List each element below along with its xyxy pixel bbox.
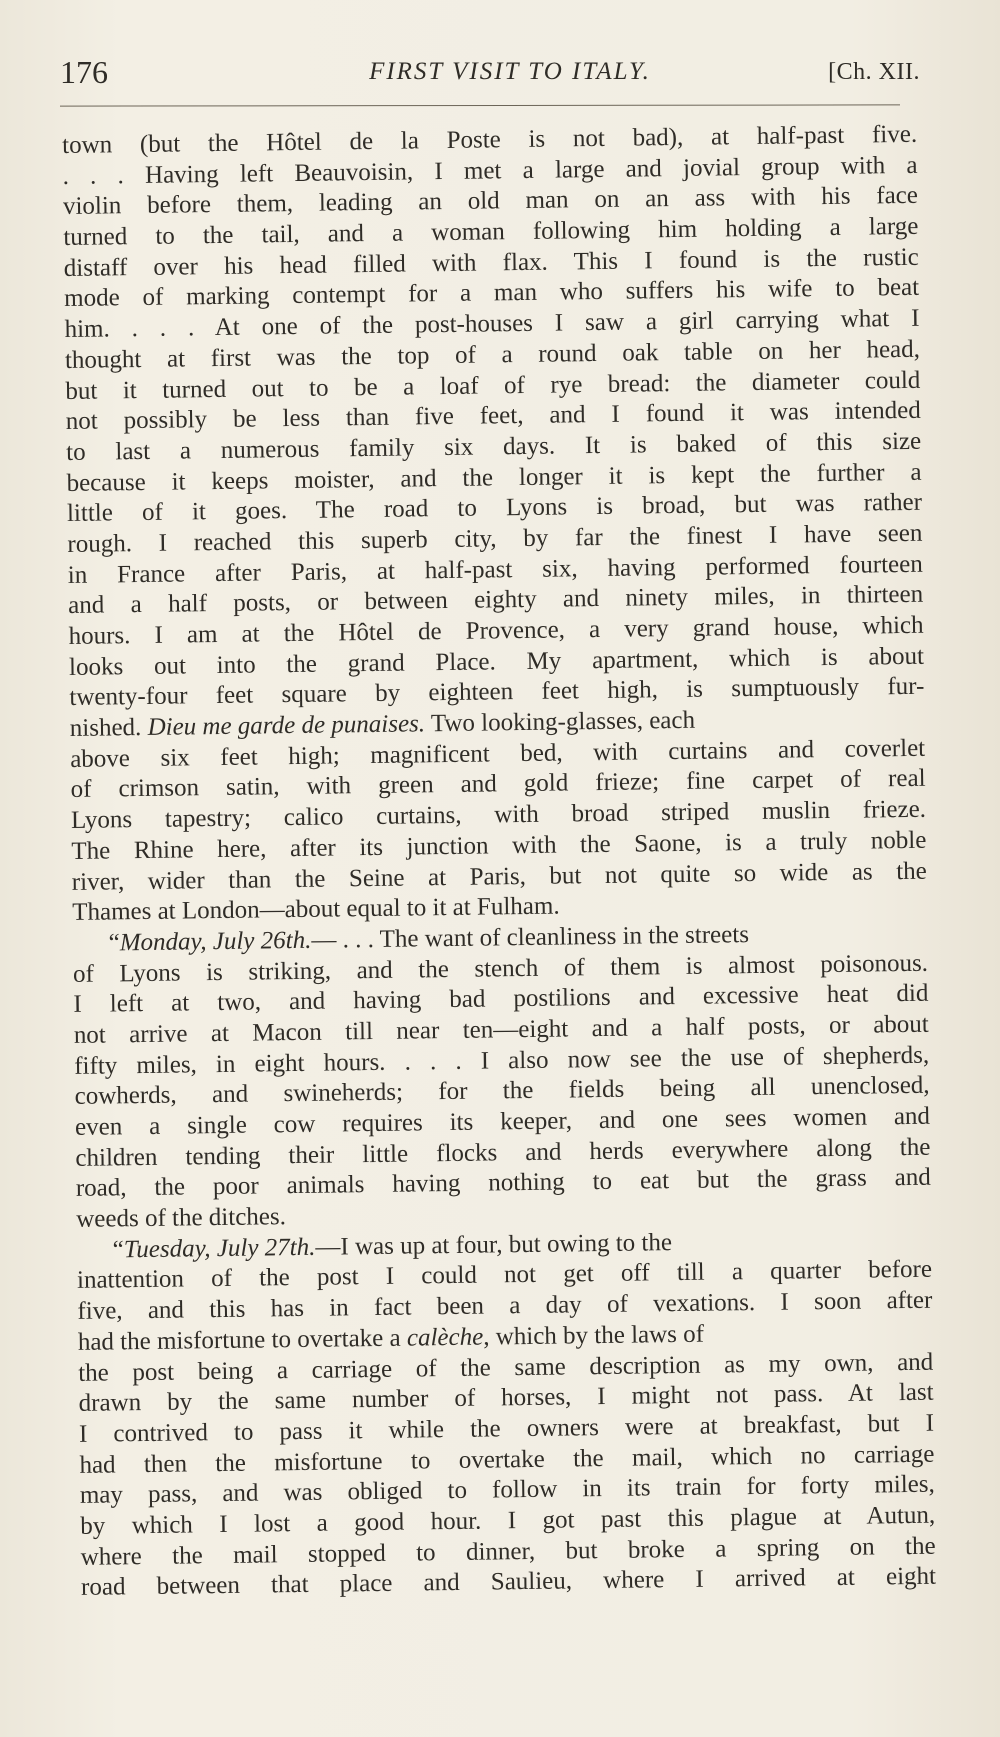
text-line: where the mail stopped to dinner, but broke a spring on the — [80, 1532, 936, 1571]
text-line: road between that place and Saulieu, where I arrived at eight — [80, 1562, 937, 1602]
text-line: above six feet high; magnificent bed, with curtains and coverlet — [70, 734, 926, 773]
header-rule — [60, 104, 900, 106]
text-line: because it keeps moister, and the longer it is kept the further a — [66, 458, 922, 497]
text-segment: nished. — [69, 714, 142, 743]
text-line: distaff over his head filled with flax. This I found is the rustic — [63, 243, 919, 282]
text-line: him. . . . At one of the post-houses I saw a girl carrying what I — [64, 304, 920, 344]
text-line: mode of marking contempt for a man who suffers his wife to beat — [64, 274, 920, 313]
text-line: in France after Paris, at half-past six, having performed fourteen — [67, 550, 923, 589]
text-segment: Two looking-glasses, each — [424, 706, 696, 738]
text-line: I left at two, and having bad postilions and excessive heat did — [73, 979, 929, 1019]
text-line: of crimson satin, with green and gold frieze; fine carpet of real — [70, 765, 926, 804]
text-line: even a single cow requires its keeper, and one sees women and — [74, 1102, 931, 1141]
text-line: The Rhine here, after its junction with the Saone, is a truly noble — [71, 826, 927, 865]
text-line: river, wider than the Seine at Paris, but not quite so wide as the — [71, 857, 927, 896]
text-line: violin before them, leading an old man on an ass with his face — [62, 182, 919, 221]
text-line: fifty miles, in eight hours. . . . I also now see the use of shepherds, — [74, 1041, 930, 1080]
italic-date: Tuesday, July 27th. — [123, 1233, 316, 1264]
text-line: may pass, and was obliged to follow in its train for forty miles, — [79, 1470, 935, 1510]
page-header — [60, 52, 920, 92]
text-segment: —I was up at four, but owing to the — [315, 1228, 673, 1261]
text-line: five, and this has in fact been a day of vexations. I soon after — [77, 1286, 933, 1326]
text-line: Lyons tapestry; calico curtains, with broad striped muslin frieze. — [70, 795, 927, 835]
text-line: children tending their little flocks and herds everywhere along the — [75, 1133, 931, 1172]
italic-word: calèche — [406, 1323, 484, 1352]
text-line: I contrived to pass it while the owners were at breakfast, but I — [78, 1409, 935, 1448]
opening-quote: “ — [108, 929, 120, 957]
italic-date: Monday, July 26th. — [119, 926, 312, 957]
text-line: the post being a carriage of the same description as my own, and — [78, 1348, 934, 1387]
text-line: not arrive at Macon till near ten—eight and a half posts, or about — [73, 1010, 929, 1049]
text-line: of Lyons is striking, and the stench of them is almost poisonous. — [72, 949, 929, 988]
text-segment: had the misfortune to overtake a — [77, 1324, 408, 1356]
text-line: hours. I am at the Hôtel de Provence, a very grand house, which — [68, 611, 924, 650]
body-text — [62, 120, 936, 1604]
text-line: to last a numerous family six days. It is baked of this size — [66, 427, 922, 466]
text-line: drawn by the same number of horses, I might not pass. At last — [78, 1378, 934, 1418]
running-title: FIRST VISIT TO ITALY. — [369, 58, 651, 85]
text-line: road, the poor animals having nothing to eat but the grass and — [75, 1164, 931, 1203]
opening-quote: “ — [112, 1236, 124, 1264]
text-line: rough. I reached this superb city, by far the finest I have seen — [67, 519, 923, 558]
text-line: by which I lost a good hour. I got past this plague at Autun, — [80, 1501, 936, 1540]
text-line: town (but the Hôtel de la Poste is not bad), at half-past five. — [62, 120, 918, 159]
text-line: inattention of the post I could not get off till a quarter before — [76, 1256, 933, 1295]
text-line: Thames at London—about equal to it at Fulham. — [72, 892, 560, 927]
text-segment: — . . . The want of cleanliness in the streets — [311, 920, 750, 954]
text-line: but it turned out to be a loaf of rye bread: the diameter could — [65, 366, 921, 405]
text-line: turned to the tail, and a woman following him holding a large — [63, 212, 919, 252]
text-line: and a half posts, or between eighty and ninety miles, in thirteen — [68, 581, 924, 620]
text-line: cowherds, and swineherds; for the fields being all unenclosed, — [74, 1072, 930, 1111]
text-line: weeds of the ditches. — [76, 1203, 287, 1233]
text-line: not possibly be less than five feet, and I found it was intended — [65, 396, 921, 436]
page-number: 176 — [60, 54, 108, 90]
text-segment: , which by the laws of — [483, 1320, 705, 1351]
text-line: . . . Having left Beauvoisin, I met a large and jovial group with a — [62, 151, 918, 190]
text-line: had then the misfortune to overtake the mail, which no carriage — [79, 1440, 935, 1479]
chapter-reference: [Ch. XII. — [828, 59, 920, 85]
text-line: looks out into the grand Place. My apartment, which is about — [68, 642, 925, 681]
italic-phrase: Dieu me garde de punaises. — [147, 710, 426, 741]
text-line: thought at first was the top of a round oak table on her head, — [64, 335, 921, 374]
text-line: twenty-four feet square by eighteen feet high, is sumptuously fur- — [69, 673, 925, 712]
text-line: little of it goes. The road to Lyons is broad, but was rather — [66, 489, 923, 528]
